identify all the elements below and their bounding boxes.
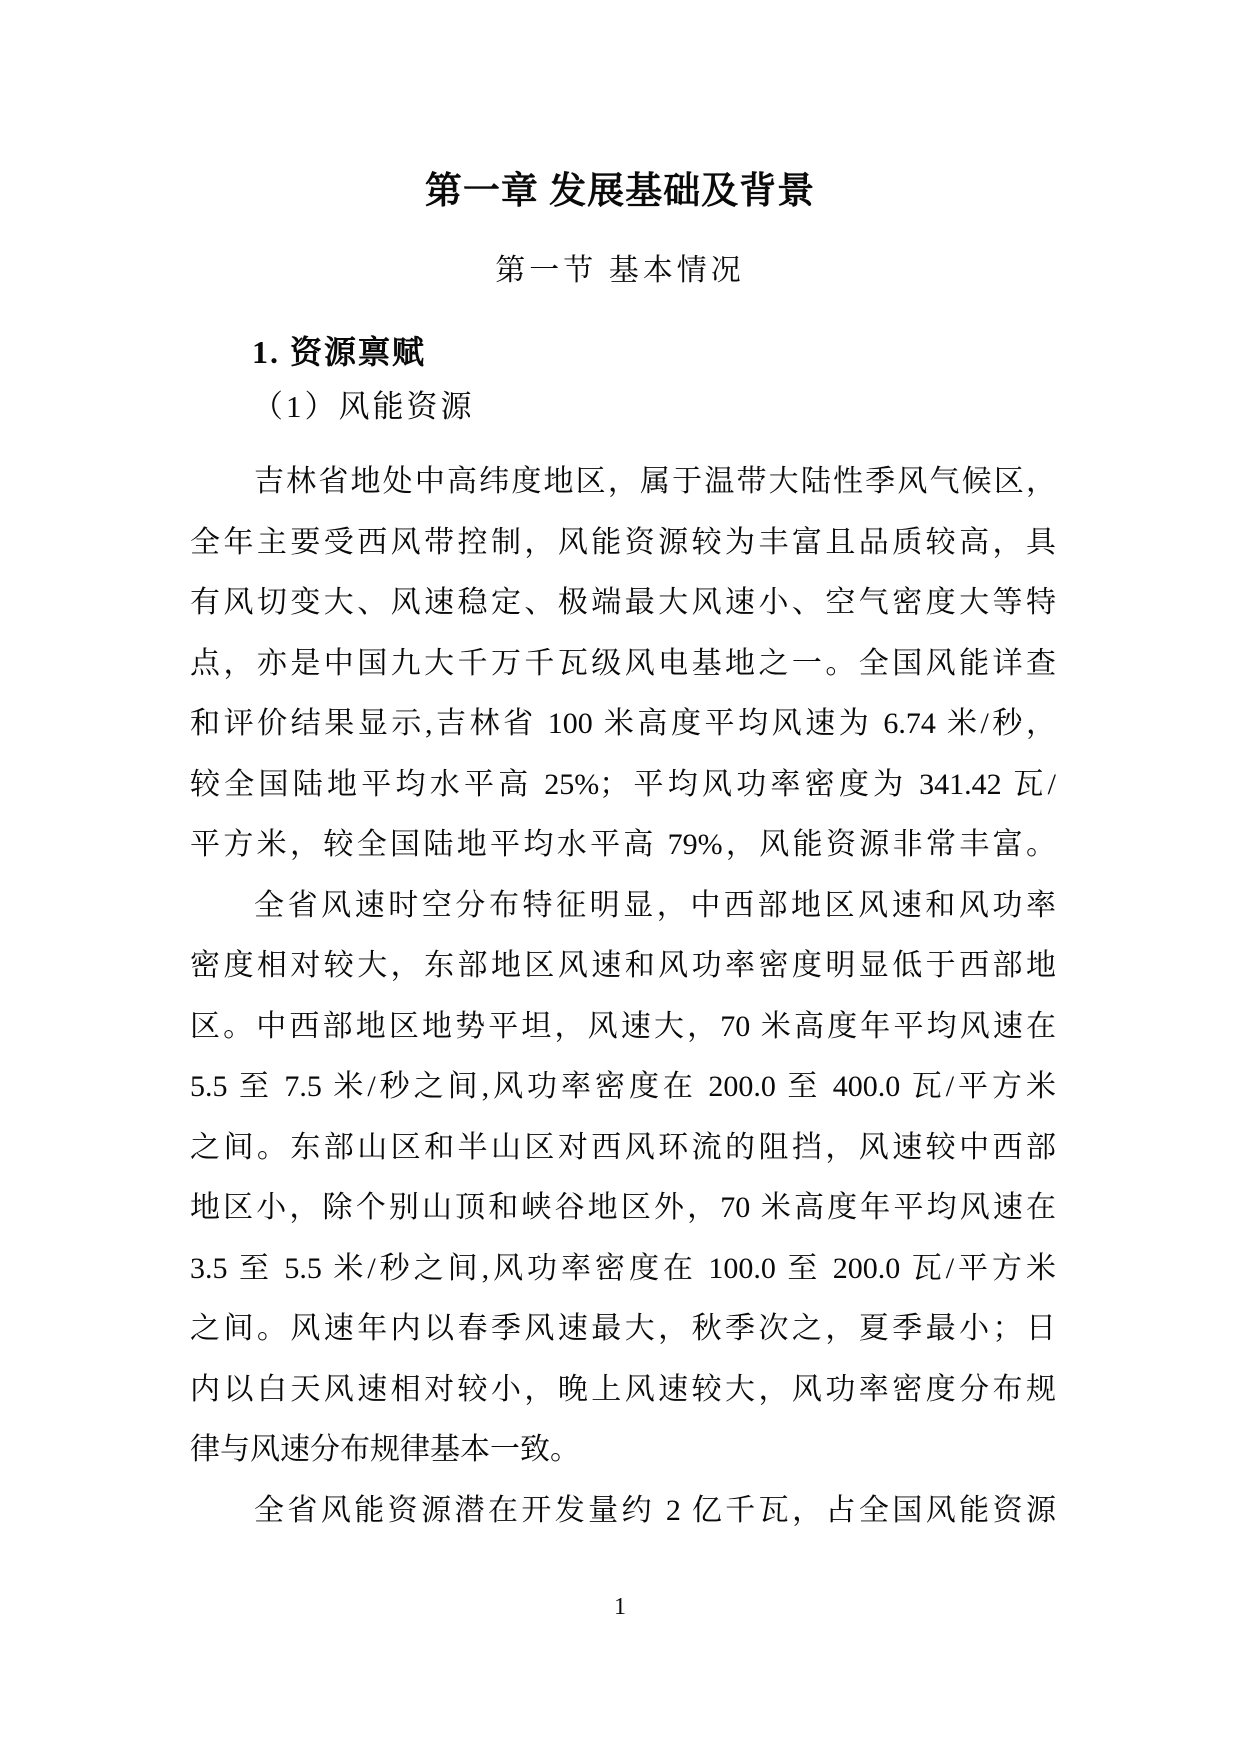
- body-line: 地区小，除个别山顶和峡谷地区外，70 米高度年平均风速在: [190, 1191, 1056, 1224]
- body-line: 区。中西部地区地势平坦，风速大，70 米高度年平均风速在: [190, 1009, 1056, 1043]
- chapter-title: 第一章 发展基础及背景: [424, 171, 816, 212]
- body-text: [190, 452, 1056, 1541]
- body-line: 较全国陆地平均水平高 25%；平均风功率密度为 341.42 瓦/: [190, 767, 1056, 801]
- body-line: 之间。风速年内以春季风速最大，秋季次之，夏季最小；日: [190, 1312, 1056, 1345]
- section-title: 第一节 基本情况: [495, 254, 745, 287]
- body-line: 5.5 至 7.5 米/秒之间,风功率密度在 200.0 至 400.0 瓦/平方米: [190, 1070, 1056, 1103]
- body-line: 和评价结果显示,吉林省 100 米高度平均风速为 6.74 米/秒，: [190, 707, 1056, 740]
- body-line: 点，亦是中国九大千万千瓦级风电基地之一。全国风能详查: [190, 646, 1056, 680]
- body-line: 平方米，较全国陆地平均水平高 79%，风能资源非常丰富。: [190, 828, 1056, 861]
- body-line: 全省风能资源潜在开发量约 2 亿千瓦，占全国风能资源: [254, 1493, 1056, 1527]
- body-line: 有风切变大、风速稳定、极端最大风速小、空气密度大等特: [190, 586, 1056, 619]
- page-number: 1: [614, 1594, 626, 1620]
- body-line: 吉林省地处中高纬度地区，属于温带大陆性季风气候区，: [254, 465, 1056, 498]
- body-line: 全年主要受西风带控制，风能资源较为丰富且品质较高，具: [190, 525, 1056, 559]
- body-line: 内以白天风速相对较小，晚上风速较大，风功率密度分布规: [190, 1372, 1056, 1406]
- body-line: 密度相对较大，东部地区风速和风功率密度明显低于西部地: [190, 949, 1056, 982]
- subheading-wind-energy-resource: （1）风能资源: [252, 389, 475, 424]
- body-line: 之间。东部山区和半山区对西风环流的阻挡，风速较中西部: [190, 1130, 1056, 1164]
- body-line: 律与风速分布规律基本一致。: [190, 1433, 580, 1466]
- heading-resource-endowment: 1. 资源禀赋: [252, 334, 427, 370]
- body-line: 3.5 至 5.5 米/秒之间,风功率密度在 100.0 至 200.0 瓦/平方米: [190, 1251, 1056, 1285]
- body-line: 全省风速时空分布特征明显，中西部地区风速和风功率: [254, 888, 1056, 922]
